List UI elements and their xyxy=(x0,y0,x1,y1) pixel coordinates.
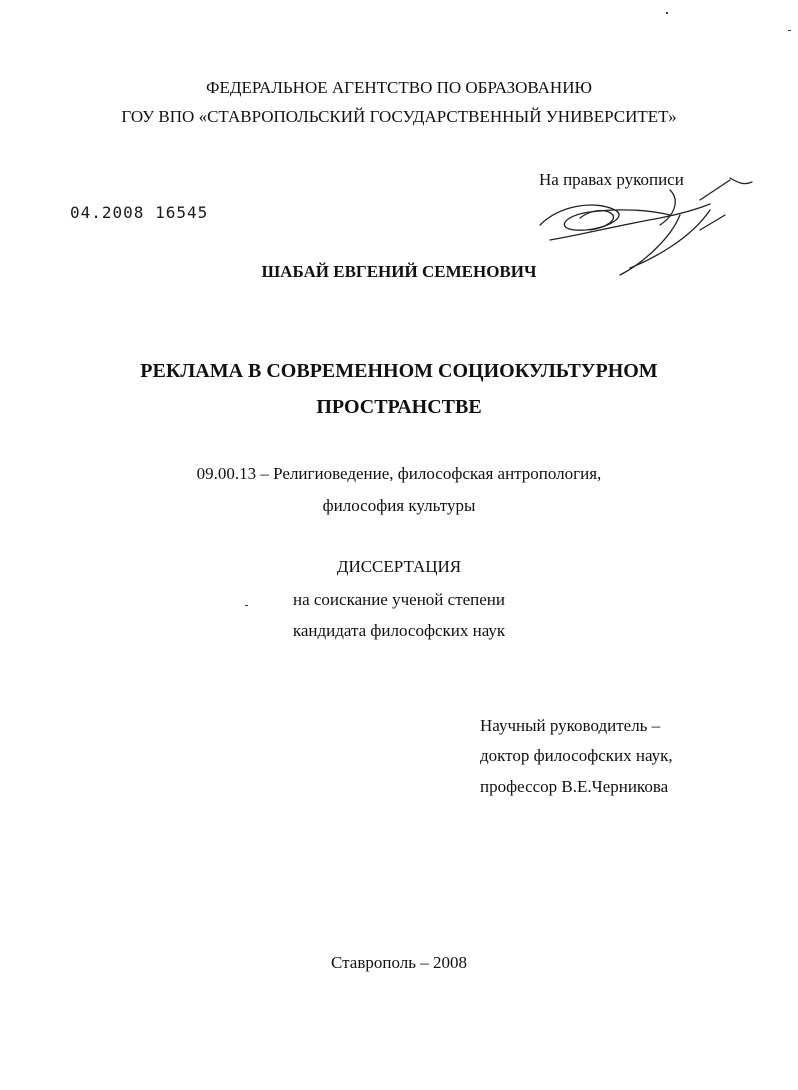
registration-stamp: 04.2008 16545 xyxy=(70,203,209,222)
supervisor-line1: Научный руководитель – xyxy=(480,716,661,735)
rights-note: На правах рукописи xyxy=(539,170,684,189)
supervisor-line3: профессор В.Е.Черникова xyxy=(480,777,669,796)
specialty-line1: 09.00.13 – Религиоведение, философская антропология, xyxy=(196,464,602,483)
dissertation-title-line2: ПРОСТРАНСТВЕ xyxy=(316,396,482,418)
work-type-line1: на соискание ученой степени xyxy=(292,590,506,609)
city-year: Ставрополь – 2008 xyxy=(331,953,467,972)
scan-speck xyxy=(788,30,791,31)
agency-heading: ФЕДЕРАЛЬНОЕ АГЕНТСТВО ПО ОБРАЗОВАНИЮ xyxy=(206,78,592,97)
work-type-heading: ДИССЕРТАЦИЯ xyxy=(336,557,462,576)
scan-speck xyxy=(666,12,668,14)
supervisor-line2: доктор философских наук, xyxy=(480,746,673,765)
author-name: ШАБАЙ ЕВГЕНИЙ СЕМЕНОВИЧ xyxy=(261,262,537,281)
work-type-line2: кандидата философских наук xyxy=(292,621,506,640)
university-heading: ГОУ ВПО «СТАВРОПОЛЬСКИЙ ГОСУДАРСТВЕННЫЙ УНИВЕРСИТЕТ» xyxy=(121,107,677,126)
specialty-line2: философия культуры xyxy=(322,496,476,515)
scan-speck xyxy=(245,605,248,606)
dissertation-title-line1: РЕКЛАМА В СОВРЕМЕННОМ СОЦИОКУЛЬТУРНОМ xyxy=(140,360,658,382)
